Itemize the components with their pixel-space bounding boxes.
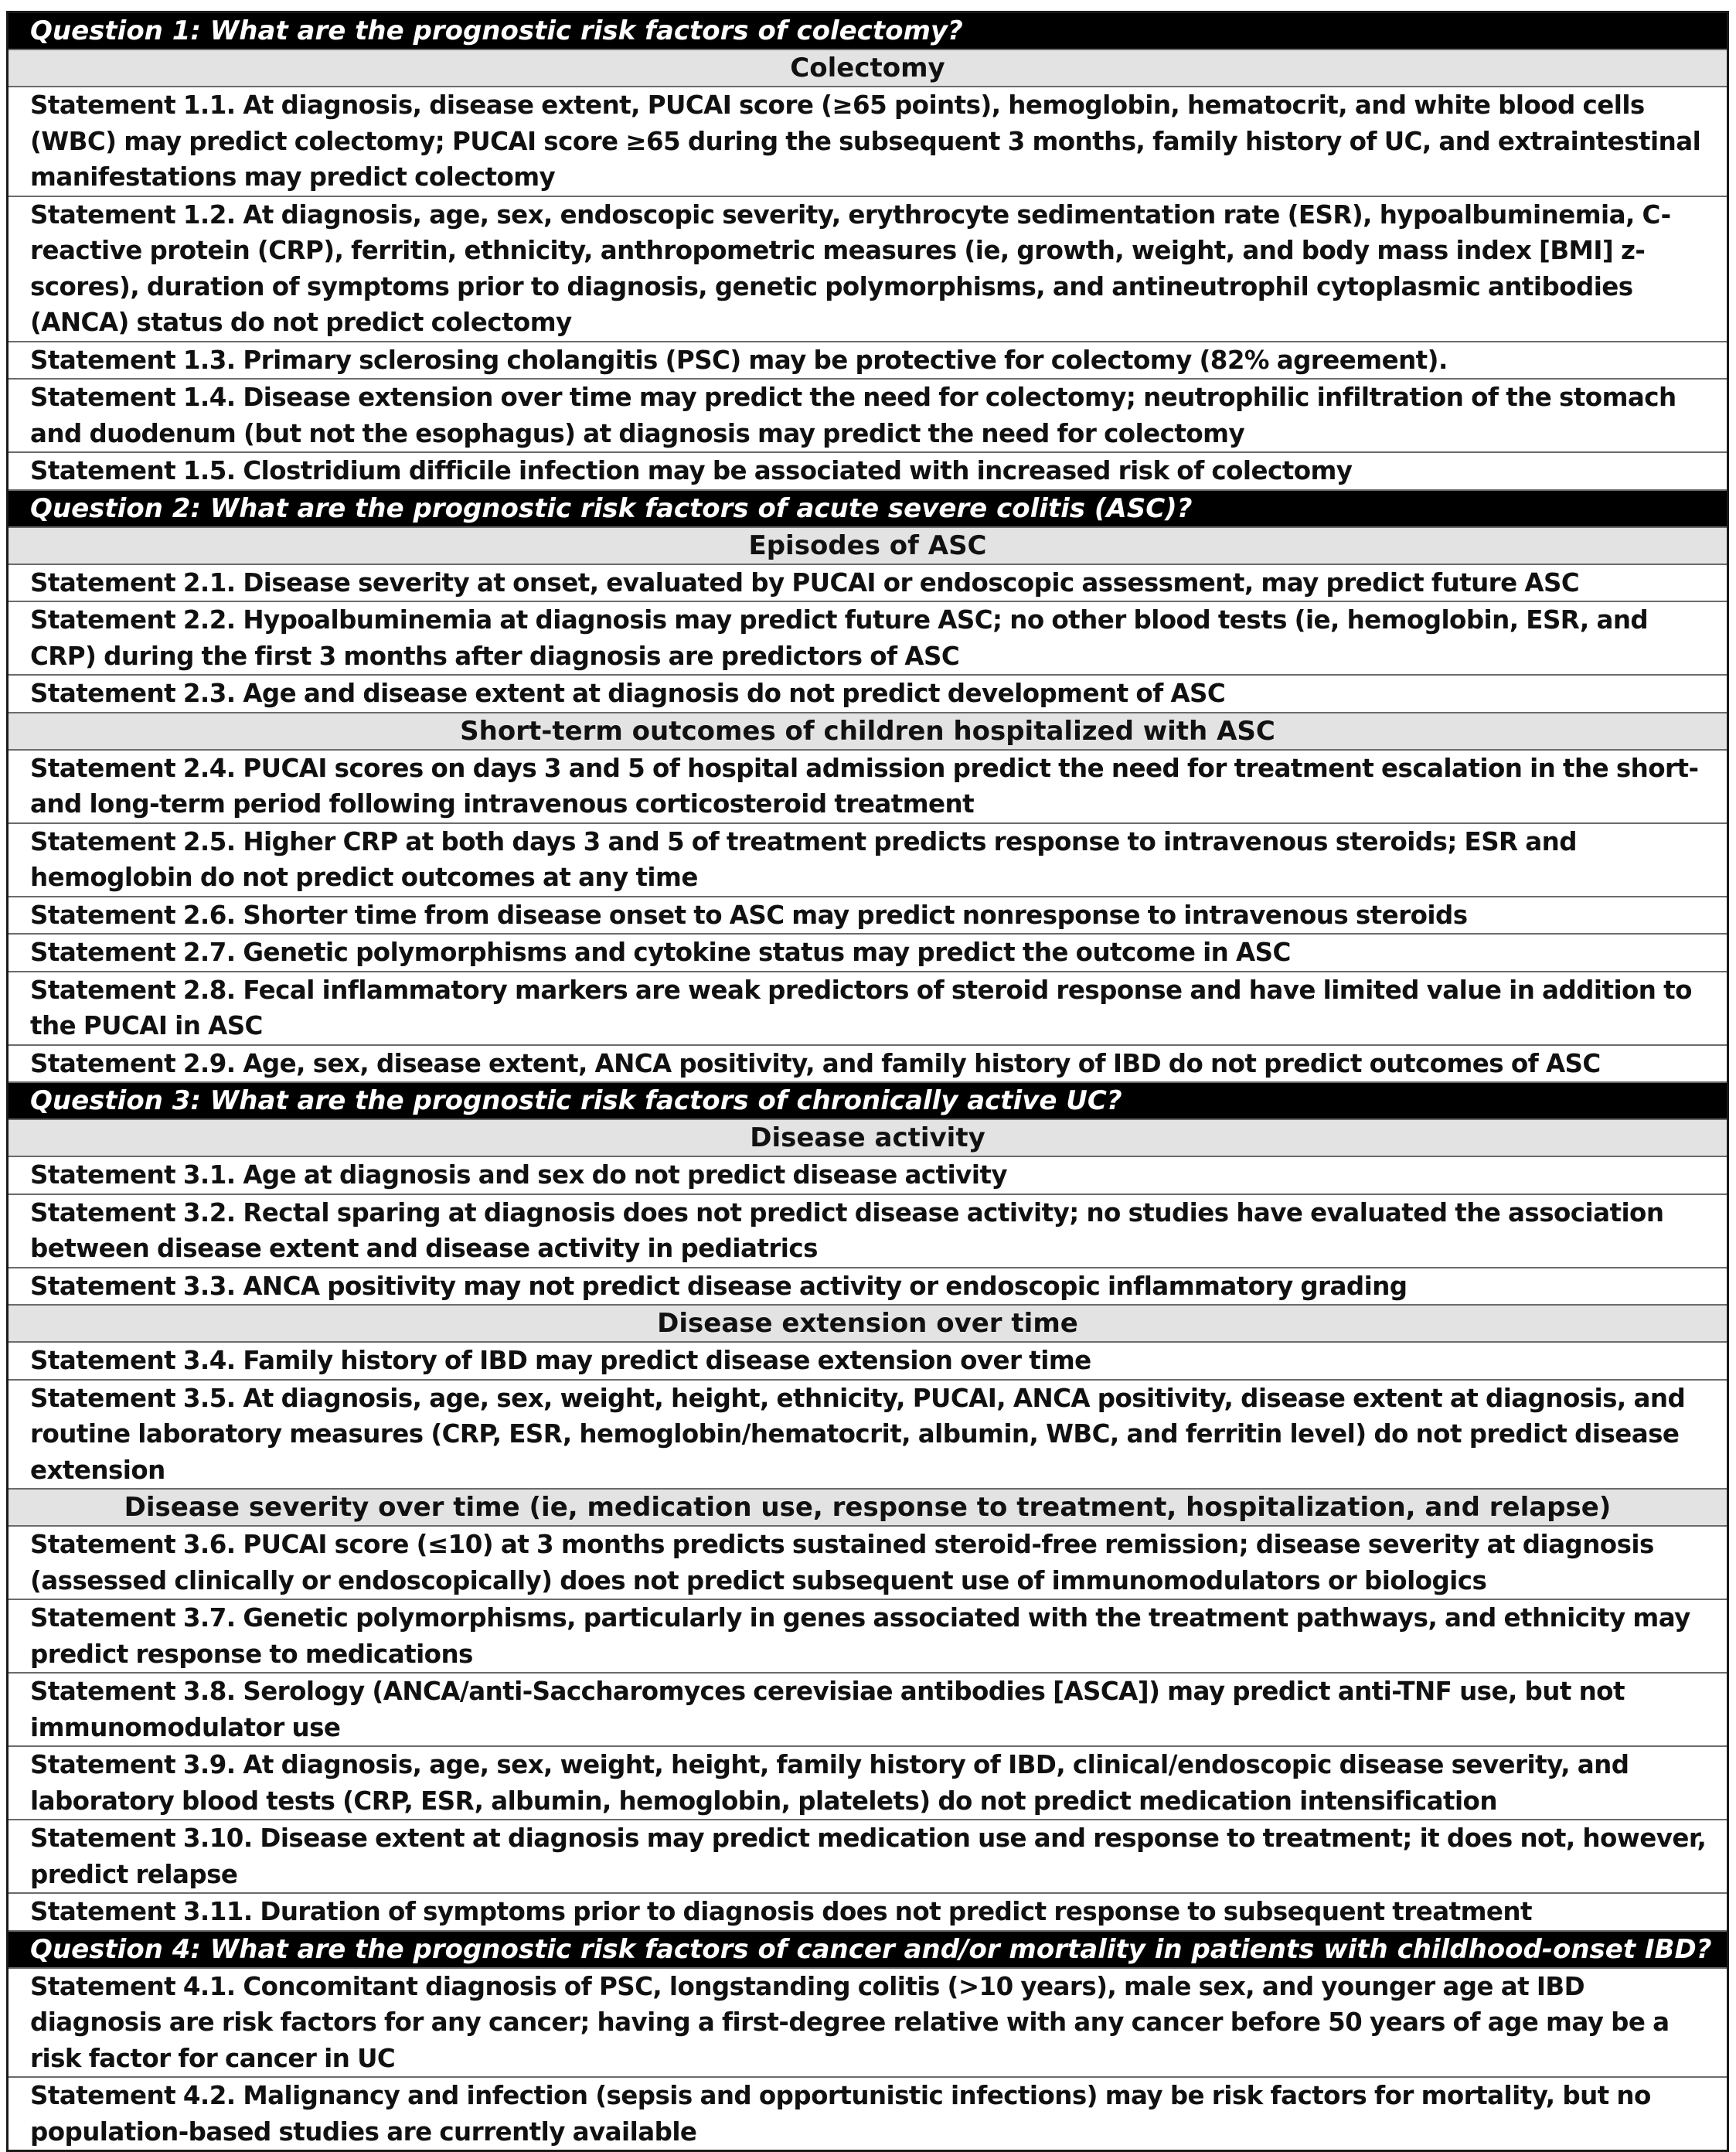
statement-row: Statement 2.9. Age, sex, disease extent, ANCA positivity, and family history of IBD do not predict outcomes of ASC bbox=[9, 1044, 1727, 1082]
statement-row: Statement 3.10. Disease extent at diagnosis may predict medication use and response to treatment; it does not, however, predict relapse bbox=[9, 1819, 1727, 1892]
statement-row: Statement 3.5. At diagnosis, age, sex, weight, height, ethnicity, PUCAI, ANCA positivity, disease extent at diagnosis, and routine laboratory measures (CRP, ESR, hemoglobin/hematocrit, albumin, WBC, and ferritin level) do not predict disease extension bbox=[9, 1379, 1727, 1489]
statement-row: Statement 1.4. Disease extension over time may predict the need for colectomy; neutrophilic infiltration of the stomach and duodenum (but not the esophagus) at diagnosis may predict the need for colectomy bbox=[9, 378, 1727, 451]
statement-row: Statement 3.2. Rectal sparing at diagnosis does not predict disease activity; no studies have evaluated the association between disease extent and disease activity in pediatrics bbox=[9, 1193, 1727, 1267]
question-header: Question 3: What are the prognostic risk factors of chronically active UC? bbox=[9, 1081, 1727, 1119]
section-header: Colectomy bbox=[9, 49, 1727, 86]
statement-row: Statement 2.8. Fecal inflammatory markers are weak predictors of steroid response and have limited value in addition to the PUCAI in ASC bbox=[9, 971, 1727, 1044]
section-header: Disease severity over time (ie, medication use, response to treatment, hospitalization, and relapse) bbox=[9, 1488, 1727, 1525]
statement-row: Statement 3.1. Age at diagnosis and sex do not predict disease activity bbox=[9, 1156, 1727, 1193]
statement-row: Statement 4.2. Malignancy and infection (sepsis and opportunistic infections) may be risk factors for mortality, but no population-based studies are currently available bbox=[9, 2076, 1727, 2150]
question-header: Question 2: What are the prognostic risk factors of acute severe colitis (ASC)? bbox=[9, 489, 1727, 526]
statement-row: Statement 2.1. Disease severity at onset, evaluated by PUCAI or endoscopic assessment, may predict future ASC bbox=[9, 564, 1727, 601]
statement-row: Statement 2.3. Age and disease extent at diagnosis do not predict development of ASC bbox=[9, 674, 1727, 712]
statement-row: Statement 2.6. Shorter time from disease onset to ASC may predict nonresponse to intravenous steroids bbox=[9, 896, 1727, 934]
question-header: Question 4: What are the prognostic risk factors of cancer and/or mortality in patients with childhood-onset IBD? bbox=[9, 1930, 1727, 1967]
statement-row: Statement 3.7. Genetic polymorphisms, particularly in genes associated with the treatment pathways, and ethnicity may predict response to medications bbox=[9, 1599, 1727, 1672]
consensus-statements-table bbox=[6, 11, 1729, 2152]
statement-row: Statement 1.5. Clostridium difficile infection may be associated with increased risk of colectomy bbox=[9, 451, 1727, 489]
statement-row: Statement 1.1. At diagnosis, disease extent, PUCAI score (≥65 points), hemoglobin, hematocrit, and white blood cells (WBC) may predict colectomy; PUCAI score ≥65 during the subsequent 3 months, family history of UC, and extraintestinal manifestations may predict colectomy bbox=[9, 86, 1727, 196]
statement-row: Statement 2.7. Genetic polymorphisms and cytokine status may predict the outcome in ASC bbox=[9, 933, 1727, 971]
statement-row: Statement 3.11. Duration of symptoms prior to diagnosis does not predict response to subsequent treatment bbox=[9, 1892, 1727, 1930]
section-header: Disease activity bbox=[9, 1119, 1727, 1156]
question-header: Question 1: What are the prognostic risk factors of colectomy? bbox=[9, 13, 1727, 49]
statement-row: Statement 3.4. Family history of IBD may predict disease extension over time bbox=[9, 1341, 1727, 1379]
statement-row: Statement 4.1. Concomitant diagnosis of PSC, longstanding colitis (>10 years), male sex, and younger age at IBD diagnosis are risk factors for any cancer; having a first-degree relative with any cancer before 50 years of age may be a risk factor for cancer in UC bbox=[9, 1967, 1727, 2077]
statement-row: Statement 3.6. PUCAI score (≤10) at 3 months predicts sustained steroid-free remission; disease severity at diagnosis (assessed clinically or endoscopically) does not predict subsequent use of immunomodulators or biologics bbox=[9, 1525, 1727, 1599]
statement-row: Statement 3.9. At diagnosis, age, sex, weight, height, family history of IBD, clinical/endoscopic disease severity, and laboratory blood tests (CRP, ESR, albumin, hemoglobin, platelets) do not predict medication intensification bbox=[9, 1745, 1727, 1819]
statement-row: Statement 2.4. PUCAI scores on days 3 and 5 of hospital admission predict the need for treatment escalation in the short- and long-term period following intravenous corticosteroid treatment bbox=[9, 749, 1727, 822]
statement-row: Statement 1.3. Primary sclerosing cholangitis (PSC) may be protective for colectomy (82% agreement). bbox=[9, 341, 1727, 379]
section-header: Disease extension over time bbox=[9, 1304, 1727, 1341]
statement-row: Statement 2.2. Hypoalbuminemia at diagnosis may predict future ASC; no other blood tests (ie, hemoglobin, ESR, and CRP) during the first 3 months after diagnosis are predictors of ASC bbox=[9, 601, 1727, 674]
section-header: Episodes of ASC bbox=[9, 526, 1727, 564]
statement-row: Statement 3.3. ANCA positivity may not predict disease activity or endoscopic inflammatory grading bbox=[9, 1267, 1727, 1305]
statement-row: Statement 2.5. Higher CRP at both days 3 and 5 of treatment predicts response to intravenous steroids; ESR and hemoglobin do not predict outcomes at any time bbox=[9, 822, 1727, 896]
section-header: Short-term outcomes of children hospitalized with ASC bbox=[9, 712, 1727, 749]
statement-row: Statement 1.2. At diagnosis, age, sex, endoscopic severity, erythrocyte sedimentation rate (ESR), hypoalbuminemia, C-reactive protein (CRP), ferritin, ethnicity, anthropometric measures (ie, growth, weight, and body mass index [BMI] z-scores), duration of symptoms prior to diagnosis, genetic polymorphisms, and antineutrophil cytoplasmic antibodies (ANCA) status do not predict colectomy bbox=[9, 196, 1727, 341]
statement-row: Statement 3.8. Serology (ANCA/anti-Saccharomyces cerevisiae antibodies [ASCA]) may predict anti-TNF use, but not immunomodulator use bbox=[9, 1672, 1727, 1745]
